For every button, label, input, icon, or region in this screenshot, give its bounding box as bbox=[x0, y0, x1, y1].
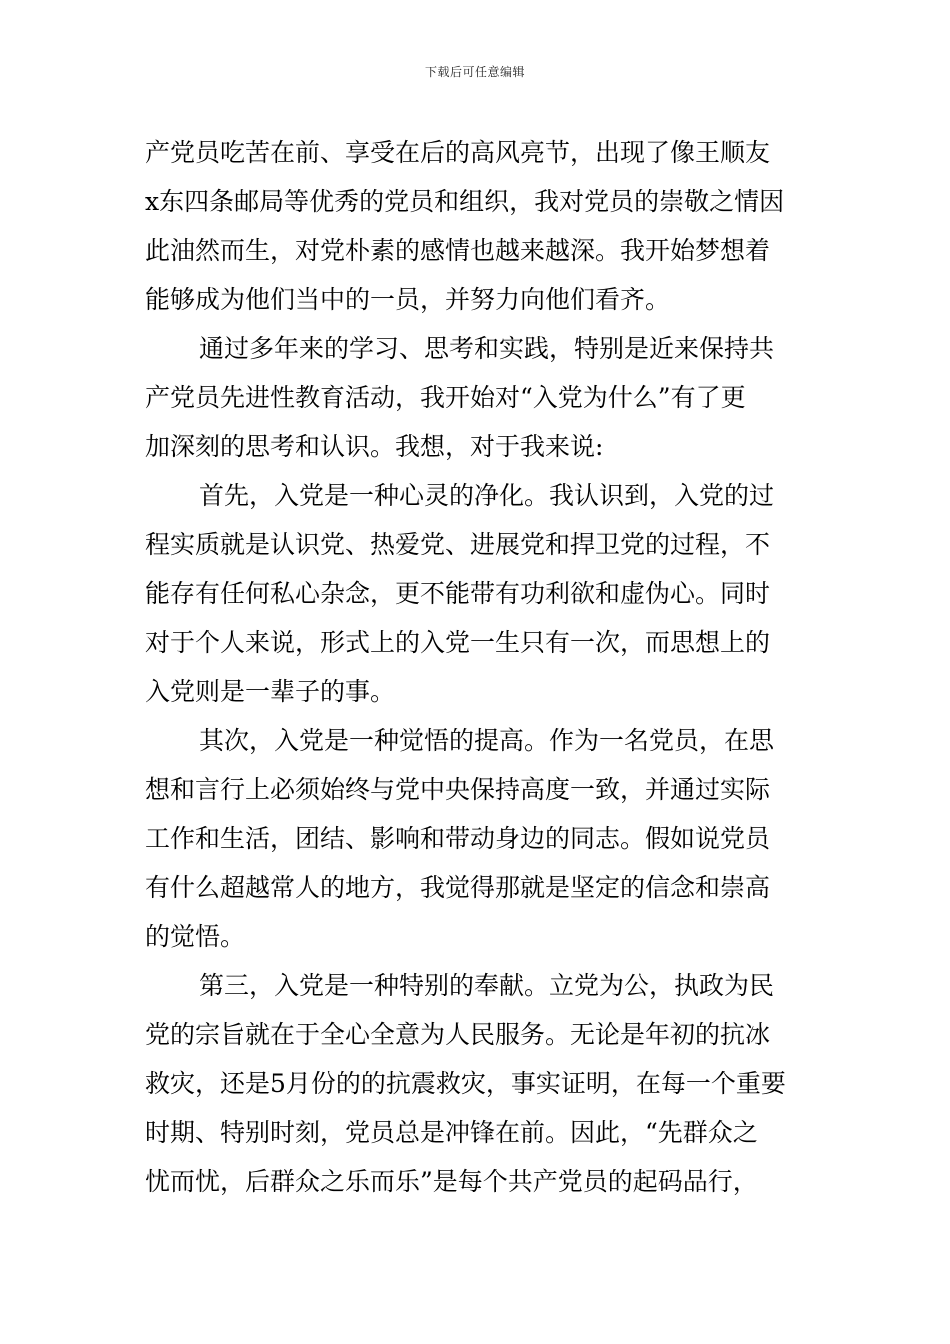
text-line: 首先，入党是一种心灵的净化。我认识到，入党的过 bbox=[199, 481, 775, 510]
text-line: 工作和生活，团结、影响和带动身边的同志。假如说党员 bbox=[145, 824, 771, 853]
text-line: 加深刻的思考和认识。我想，对于我来说: bbox=[145, 432, 604, 461]
text-line: 时期、特别时刻，党员总是冲锋在前。因此，“先群众之 bbox=[145, 1118, 758, 1147]
text-line: 的觉悟。 bbox=[145, 922, 246, 951]
text-line: 产党员先进性教育活动，我开始对“入党为什么”有了更 bbox=[145, 383, 746, 412]
text-line: 通过多年来的学习、思考和实践，特别是近来保持共 bbox=[199, 334, 775, 363]
text-line: 能够成为他们当中的一员，并努力向他们看齐。 bbox=[145, 285, 671, 314]
page-header: 下载后可任意编辑 bbox=[424, 65, 525, 79]
text-line: 党的宗旨就在于全心全意为人民服务。无论是年初的抗冰 bbox=[145, 1020, 771, 1049]
text-line: 产党员吃苦在前、享受在后的高风亮节，出现了像王顺友 bbox=[145, 138, 771, 167]
text-line: x东四条邮局等优秀的党员和组织，我对党员的崇敬之情因 bbox=[145, 187, 785, 216]
document-body bbox=[145, 128, 805, 1206]
text-line: 第三，入党是一种特别的奉献。立党为公，执政为民 bbox=[199, 971, 775, 1000]
text-line: 程实质就是认识党、热爱党、进展党和捍卫党的过程，不 bbox=[145, 530, 771, 559]
text-line: 入党则是一辈子的事。 bbox=[145, 677, 396, 706]
text-line: 忧而忧，后群众之乐而乐”是每个共产党员的起码品行， bbox=[145, 1167, 758, 1196]
text-line: 救灾，还是5月份的的抗震救灾，事实证明，在每一个重要 bbox=[145, 1069, 786, 1098]
text-line: 能存有任何私心杂念，更不能带有功利欲和虚伪心。同时 bbox=[145, 579, 771, 608]
text-line: 想和言行上必须始终与党中央保持高度一致，并通过实际 bbox=[145, 775, 771, 804]
text-line: 其次，入党是一种觉悟的提高。作为一名党员，在思 bbox=[199, 726, 775, 755]
text-line: 有什么超越常人的地方，我觉得那就是坚定的信念和崇高 bbox=[145, 873, 771, 902]
text-line: 对于个人来说，形式上的入党一生只有一次，而思想上的 bbox=[145, 628, 771, 657]
text-line: 此油然而生，对党朴素的感情也越来越深。我开始梦想着 bbox=[145, 236, 771, 265]
